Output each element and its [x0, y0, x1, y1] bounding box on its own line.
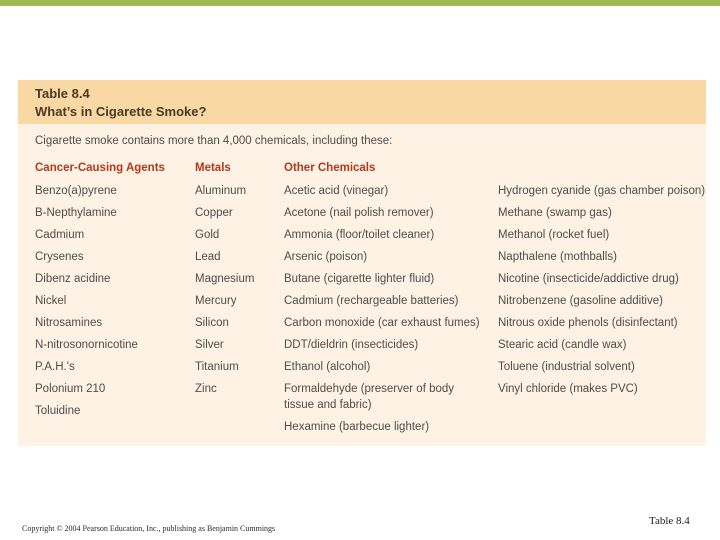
other-chemical-cell: Arsenic (poison): [284, 251, 368, 263]
cancer-agent-cell: Toluidine: [35, 405, 81, 417]
other-chemical-cell: Butane (cigarette lighter fluid): [284, 273, 435, 285]
metal-cell: Aluminum: [195, 185, 247, 197]
top-accent-bar: [0, 0, 720, 6]
cancer-agent-cell: Nickel: [35, 295, 67, 307]
copyright-notice: Copyright © 2004 Pearson Education, Inc., publishing as Benjamin Cummings: [22, 524, 276, 533]
metal-cell: Copper: [195, 207, 233, 219]
header-metals: Metals: [195, 162, 231, 174]
header-other-chemicals: Other Chemicals: [284, 162, 376, 174]
other-chemical-cell: Stearic acid (candle wax): [498, 339, 627, 351]
other-chemical-cell: Nitrobenzene (gasoline additive): [498, 295, 663, 307]
cancer-agent-cell: Polonium 210: [35, 383, 106, 395]
other-chemical-cell: Ammonia (floor/toilet cleaner): [284, 229, 435, 241]
other-chemical-cell: Acetic acid (vinegar): [284, 185, 389, 197]
table-title: What’s in Cigarette Smoke?: [35, 104, 207, 119]
other-chemical-cell: Toluene (industrial solvent): [498, 361, 635, 373]
other-chemical-cell: Hydrogen cyanide (gas chamber poison): [498, 185, 706, 197]
metal-cell: Titanium: [195, 361, 239, 373]
table-number: Table 8.4: [35, 86, 90, 101]
other-chemical-cell: Vinyl chloride (makes PVC): [498, 383, 638, 395]
other-chemical-cell: Methane (swamp gas): [498, 207, 612, 219]
cancer-agent-cell: P.A.H.'s: [35, 361, 75, 373]
chemicals-table: [18, 80, 706, 446]
metal-cell: Silver: [195, 339, 224, 351]
slide-caption: Table 8.4: [649, 515, 690, 527]
metal-cell: Lead: [195, 251, 221, 263]
cancer-agent-cell: Nitrosamines: [35, 317, 103, 329]
other-chemical-cell: Nitrous oxide phenols (disinfectant): [498, 317, 678, 329]
metal-cell: Gold: [195, 229, 220, 241]
metal-cell: Mercury: [195, 295, 237, 307]
table-intro: Cigarette smoke contains more than 4,000 chemicals, including these:: [35, 135, 393, 147]
other-chemical-cell: Acetone (nail polish remover): [284, 207, 434, 219]
cancer-agent-cell: Crysenes: [35, 251, 84, 263]
cancer-agent-cell: Benzo(a)pyrene: [35, 185, 117, 197]
metal-cell: Silicon: [195, 317, 229, 329]
header-cancer-agents: Cancer-Causing Agents: [35, 162, 165, 174]
other-chemical-cell: tissue and fabric): [284, 399, 372, 411]
cancer-agent-cell: Cadmium: [35, 229, 85, 241]
cancer-agent-cell: B-Nepthylamine: [35, 207, 117, 219]
metal-cell: Zinc: [195, 383, 217, 395]
other-chemical-cell: Napthalene (mothballs): [498, 251, 617, 263]
other-chemical-cell: Methanol (rocket fuel): [498, 229, 610, 241]
other-chemical-cell: Nicotine (insecticide/addictive drug): [498, 273, 679, 285]
cancer-agent-cell: Dibenz acidine: [35, 273, 111, 285]
other-chemical-cell: Hexamine (barbecue lighter): [284, 421, 430, 433]
cancer-agent-cell: N-nitrosonornicotine: [35, 339, 138, 351]
other-chemical-cell: Cadmium (rechargeable batteries): [284, 295, 459, 307]
other-chemical-cell: Carbon monoxide (car exhaust fumes): [284, 317, 480, 329]
metal-cell: Magnesium: [195, 273, 255, 285]
other-chemical-cell: Ethanol (alcohol): [284, 361, 371, 373]
other-chemical-cell: DDT/dieldrin (insecticides): [284, 339, 419, 351]
table-header-band: [18, 80, 706, 124]
other-chemical-cell: Formaldehyde (preserver of body: [284, 383, 455, 395]
